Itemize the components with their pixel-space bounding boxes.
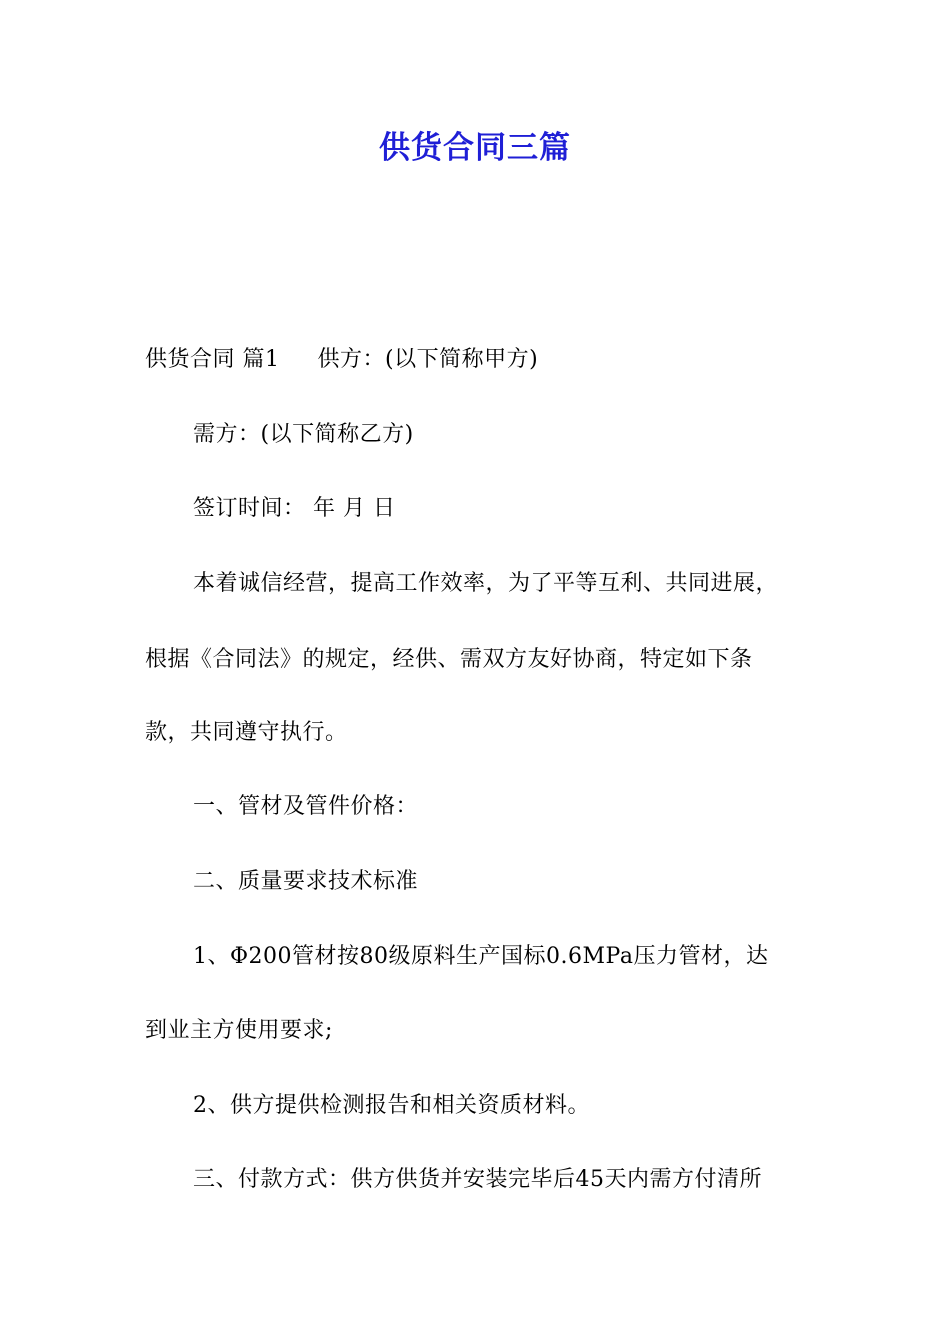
list-item-line: 1、Φ200管材按80级原料生产国标0.6MPa压力管材，达	[193, 944, 769, 969]
document-title: 供货合同三篇	[379, 130, 571, 166]
list-item-line: 2、供方提供检测报告和相关资质材料。	[193, 1093, 590, 1118]
section-heading-payment: 三、付款方式：供方供货并安装完毕后45天内需方付清所	[193, 1167, 762, 1192]
contract-heading-line	[145, 345, 538, 375]
contract-heading: 供货合同 篇1	[145, 347, 280, 372]
list-item-line: 到业主方使用要求;	[145, 1018, 333, 1043]
signing-date-line: 签订时间： 年 月 日	[193, 496, 396, 521]
supplier-label: 供方：(以下简称甲方)	[317, 347, 539, 372]
section-heading-quality: 二、质量要求技术标准	[193, 869, 419, 894]
paragraph-line: 本着诚信经营，提高工作效率，为了平等互利、共同进展，	[193, 571, 779, 596]
paragraph-line: 款，共同遵守执行。	[145, 720, 348, 745]
paragraph-line: 根据《合同法》的规定，经供、需双方友好协商，特定如下条	[145, 647, 753, 672]
buyer-line: 需方：(以下简称乙方)	[193, 422, 414, 447]
section-heading-prices: 一、管材及管件价格：	[193, 794, 419, 819]
